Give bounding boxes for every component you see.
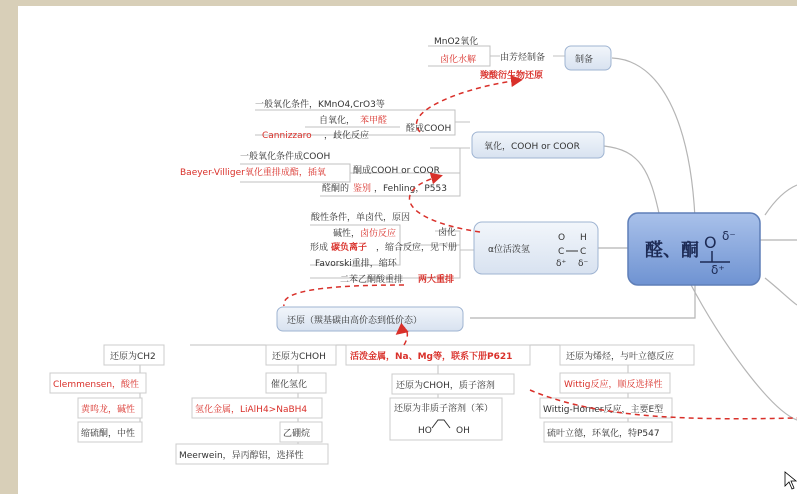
oxidation-node[interactable] bbox=[472, 132, 604, 158]
mindmap-canvas bbox=[18, 6, 797, 494]
choh-label: 还原为CHOH bbox=[272, 352, 326, 362]
halo-item-1: 酸性条件，单卤代，原因 bbox=[311, 213, 411, 223]
rearrangement-red-label: 两大重排 bbox=[418, 275, 455, 285]
alkene-item-wittig-horner: Wittig-Horner反应，主要E型 bbox=[543, 405, 664, 415]
alpha-node[interactable] bbox=[474, 222, 598, 274]
alpha-struct-c2: C bbox=[580, 247, 587, 257]
mindmap-svg bbox=[18, 6, 797, 494]
cannizzaro-label: Cannizzaro bbox=[262, 131, 312, 141]
ketone-item-bv: Baeyer-Villiger氧化重排成酯，插氧 bbox=[180, 168, 326, 178]
carbanion-2: 碳负离子 bbox=[331, 243, 368, 253]
active-metal-label: 活泼金属，Na、Mg等，联系下册P621 bbox=[350, 352, 513, 362]
alkene-item-sulfur-ylide: 硫叶立德，环氧化，特P547 bbox=[547, 429, 660, 439]
aldehyde-group: 醛成COOH bbox=[406, 124, 452, 134]
delta-top: δ⁻ bbox=[722, 229, 736, 243]
choh-item-meerwein: Meerwein，异丙醇铝，选择性 bbox=[179, 451, 304, 461]
carbanion-3: ，缩合反应，见下册 bbox=[376, 243, 458, 253]
prep-item-mno2: MnO2氧化 bbox=[434, 37, 479, 47]
active-metal-item-2: 还原为非质子溶剂（苯） bbox=[394, 404, 494, 414]
identify-3: ，Fehling，P553 bbox=[374, 184, 447, 194]
prep-label: 制备 bbox=[575, 55, 594, 65]
alpha-struct-o: O bbox=[558, 233, 566, 243]
root-label: 醛、酮 bbox=[645, 240, 699, 261]
ch2-item-clemmensen: Clemmensen，酸性 bbox=[53, 380, 140, 390]
prep-item-halo: 卤化水解 bbox=[440, 55, 477, 65]
alpha-struct-c1: C bbox=[558, 247, 565, 257]
aldehyde-item-2: 自氧化， bbox=[319, 116, 356, 126]
ch2-label: 还原为CH2 bbox=[110, 352, 156, 362]
alkene-label: 还原为烯烃，与叶立德反应 bbox=[566, 352, 675, 362]
diol-ho: HO bbox=[418, 426, 432, 436]
haloform-label: 卤仿反应 bbox=[360, 229, 397, 239]
halo-item-2: 碱性， bbox=[333, 229, 361, 239]
reduction-active-metal-group bbox=[346, 345, 530, 440]
mouse-cursor-icon bbox=[785, 472, 796, 489]
diketone-label: 二苯乙酮酸重排 bbox=[340, 275, 404, 285]
reduction-label: 还原（羰基碳由高价态到低价态） bbox=[287, 316, 423, 326]
reduction-choh-group bbox=[176, 345, 336, 464]
window-frame-left bbox=[0, 0, 18, 494]
root-node[interactable] bbox=[628, 213, 760, 285]
oxidation-label: 氧化，COOH or COOR bbox=[484, 142, 580, 152]
aldehyde-item-1: 一般氧化条件，KMnO4,CrO3等 bbox=[255, 100, 385, 110]
reduction-ch2-group bbox=[50, 345, 164, 442]
ch2-item-huang: 黄鸣龙，碱性 bbox=[81, 405, 136, 415]
choh-item-metal-hydride: 氢化金属，LiAlH4>NaBH4 bbox=[195, 405, 308, 415]
reduction-alkene-group bbox=[540, 345, 694, 442]
prep-node[interactable] bbox=[565, 46, 611, 70]
ch2-item-thioketal: 缩硫酮，中性 bbox=[81, 429, 136, 439]
prep-red-label: 羧酸衍生物还原 bbox=[480, 71, 544, 81]
carbanion-1: 形成 bbox=[310, 243, 329, 253]
cannizzaro-desc: ，歧化反应 bbox=[324, 131, 370, 141]
carbonyl-o-label: O bbox=[704, 233, 717, 252]
halogenation-label: 卤化 bbox=[438, 228, 457, 238]
identify-2: 鉴别 bbox=[353, 184, 372, 194]
prep-sub-label: 由芳烃制备 bbox=[500, 53, 546, 63]
ketone-group: 酮成COOH or COOR bbox=[353, 166, 440, 176]
alpha-struct-d1: δ⁺ bbox=[556, 259, 567, 269]
active-metal-item-1: 还原为CHOH，质子溶剂 bbox=[396, 381, 495, 391]
reduction-node[interactable] bbox=[277, 307, 463, 331]
favorski-label: Favorski重排，缩环 bbox=[315, 259, 397, 269]
identify-1: 醛酮的 bbox=[322, 184, 350, 194]
delta-bottom: δ⁺ bbox=[711, 263, 725, 277]
alpha-struct-d2: δ⁻ bbox=[578, 259, 589, 269]
choh-item-hydrogenation: 催化氢化 bbox=[271, 380, 308, 390]
choh-item-borane: 乙硼烷 bbox=[283, 429, 311, 439]
aldehyde-item-benzaldehyde: 苯甲醛 bbox=[360, 116, 388, 126]
ketone-item-1: 一般氧化条件成COOH bbox=[240, 152, 331, 162]
alkene-item-wittig: Wittig反应，顺反选择性 bbox=[564, 380, 663, 390]
alpha-struct-h: H bbox=[580, 233, 587, 243]
alpha-label: α位活泼氢 bbox=[488, 245, 530, 255]
diol-oh: OH bbox=[456, 426, 470, 436]
